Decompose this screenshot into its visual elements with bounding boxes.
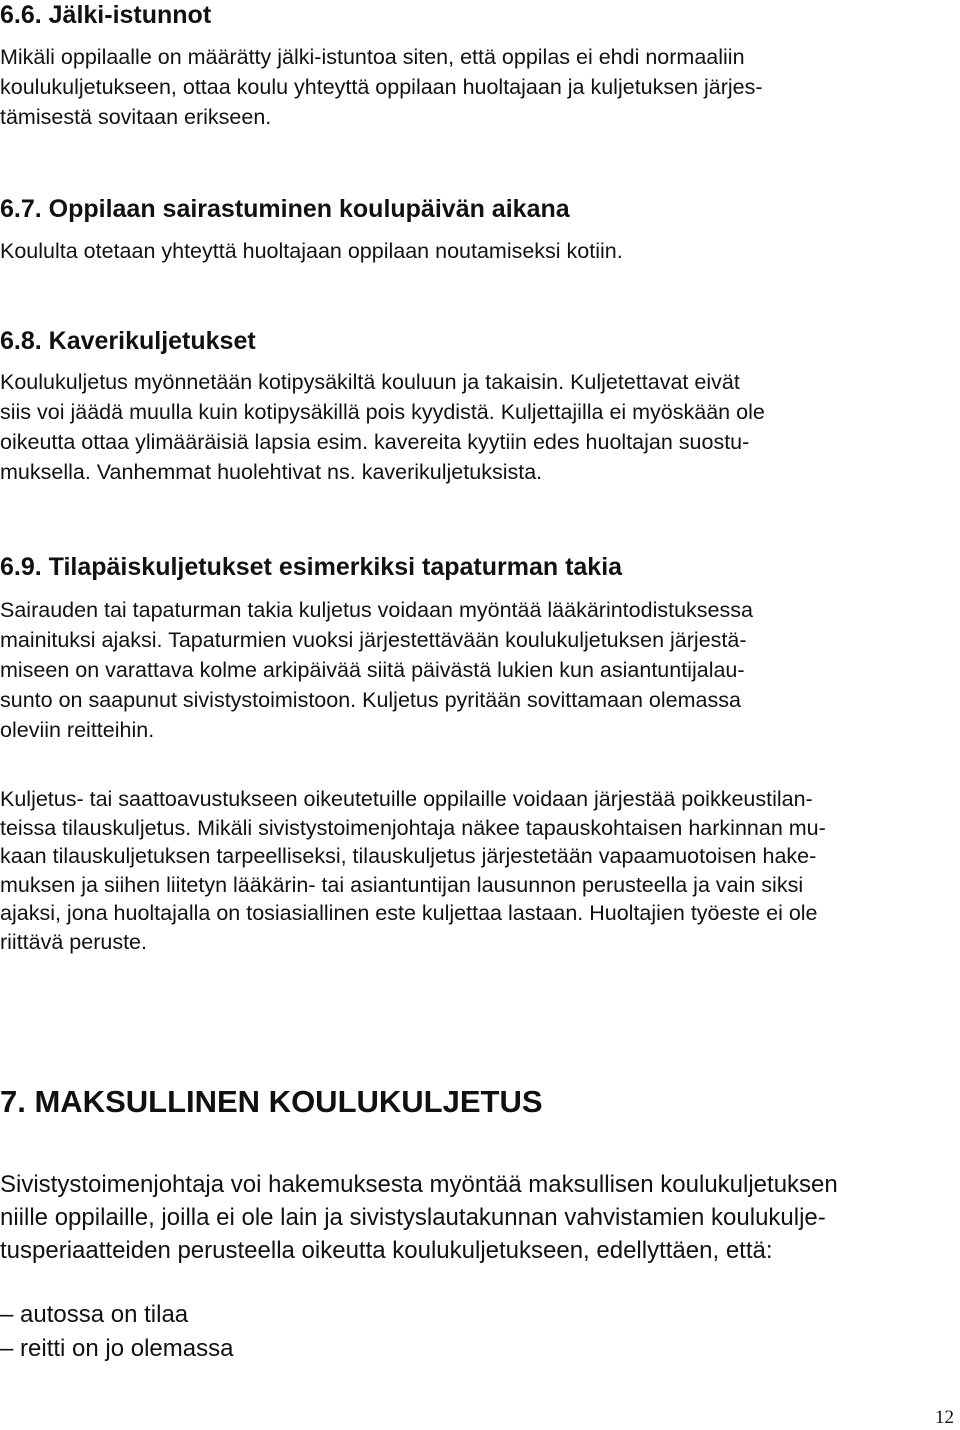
paragraph-6-7 xyxy=(0,236,623,266)
text-line: niille oppilaille, joilla ei ole lain ja sivistyslautakunnan vahvistamien koulukulje- xyxy=(0,1204,826,1231)
text-line: Sairauden tai tapaturman takia kuljetus voidaan myöntää lääkärintodistuksessa xyxy=(0,598,753,622)
paragraph-6-6 xyxy=(0,42,763,132)
condition-item: – autossa on tilaa xyxy=(0,1301,189,1328)
text-line: mainituksi ajaksi. Tapaturmien vuoksi järjestettävään koulukuljetuksen järjestä- xyxy=(0,628,747,652)
heading-7: 7. MAKSULLINEN KOULUKULJETUS xyxy=(0,1084,543,1119)
text-line: Mikäli oppilaalle on määrätty jälki-istuntoa siten, että oppilas ei ehdi normaaliin xyxy=(0,45,745,69)
heading-6-8: 6.8. Kaverikuljetukset xyxy=(0,327,256,355)
text-line: oleviin reitteihin. xyxy=(0,718,155,742)
text-line: siis voi jäädä muulla kuin kotipysäkillä pois kyydistä. Kuljettajilla ei myöskään ole xyxy=(0,400,765,424)
heading-6-7: 6.7. Oppilaan sairastuminen koulupäivän aikana xyxy=(0,195,570,223)
text-line: ajaksi, jona huoltajalla on tosiasiallinen este kuljettaa lastaan. Huoltajien työeste ei ole xyxy=(0,901,818,925)
condition-item: – reitti on jo olemassa xyxy=(0,1335,234,1362)
heading-6-6: 6.6. Jälki-istunnot xyxy=(0,1,212,29)
text-line: koulukuljetukseen, ottaa koulu yhteyttä oppilaan huoltajaan ja kuljetuksen järjes- xyxy=(0,75,763,99)
paragraph-6-9-special xyxy=(0,785,826,956)
heading-6-9: 6.9. Tilapäiskuljetukset esimerkiksi tapaturman takia xyxy=(0,553,623,581)
text-line: sunto on saapunut sivistystoimistoon. Kuljetus pyritään sovittamaan olemassa xyxy=(0,688,741,712)
text-line: Koululta otetaan yhteyttä huoltajaan oppilaan noutamiseksi kotiin. xyxy=(0,239,623,263)
text-line: tämisestä sovitaan erikseen. xyxy=(0,105,272,129)
text-line: Kuljetus- tai saattoavustukseen oikeutetuille oppilaille voidaan järjestää poikkeustilan- xyxy=(0,787,813,811)
text-line: muksen ja siihen liitetyn lääkärin- tai asiantuntijan lausunnon perusteella ja vain siksi xyxy=(0,872,804,897)
text-line: Koulukuljetus myönnetään kotipysäkiltä kouluun ja takaisin. Kuljetettavat eivät xyxy=(0,370,740,394)
text-line: miseen on varattava kolme arkipäivää siitä päivästä lukien kun asiantuntijalau- xyxy=(0,658,745,682)
text-line: riittävä peruste. xyxy=(0,929,147,954)
text-line: kaan tilauskuljetuksen tarpeelliseksi, tilauskuljetus järjestetään vapaamuotoisen hake- xyxy=(0,844,817,868)
text-line: teissa tilauskuljetus. Mikäli sivistystoimenjohtaja näkee tapauskohtaisen harkinnan mu- xyxy=(0,815,826,840)
paragraph-7 xyxy=(0,1168,838,1267)
text-line: muksella. Vanhemmat huolehtivat ns. kaverikuljetuksista. xyxy=(0,460,543,484)
page-number: 12 xyxy=(935,1407,954,1428)
text-line: Sivistystoimenjohtaja voi hakemuksesta myöntää maksullisen koulukuljetuksen xyxy=(0,1171,838,1198)
paragraph-6-8 xyxy=(0,367,765,487)
text-line: tusperiaatteiden perusteella oikeutta koulukuljetukseen, edellyttäen, että: xyxy=(0,1237,773,1264)
text-line: oikeutta ottaa ylimääräisiä lapsia esim. kavereita kyytiin edes huoltajan suostu- xyxy=(0,430,750,454)
paragraph-6-9 xyxy=(0,595,753,745)
